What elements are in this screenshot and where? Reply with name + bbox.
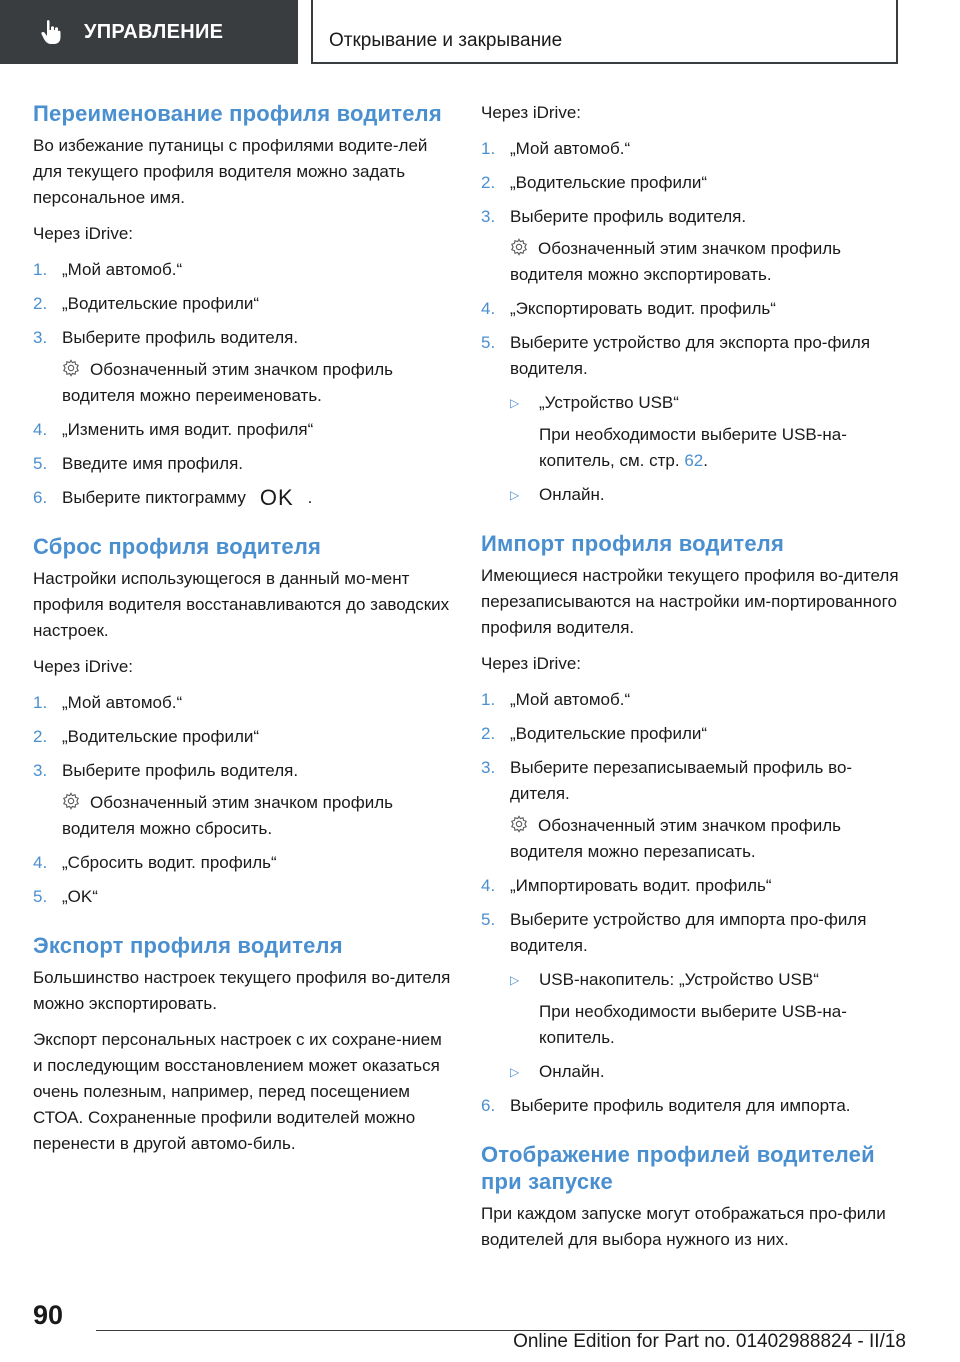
list-item: 6. Выберите профиль водителя для импорта. [481, 1096, 851, 1115]
sub-note: При необходимости выберите USB-на-копитель, см. стр. 62. [539, 425, 847, 470]
list-item: 3. Выберите профиль водителя. [481, 207, 747, 226]
list-item: 1. „Мой автомоб.“ [33, 693, 183, 712]
import-intro: Имеющиеся настройки текущего профиля во-дителя перезаписываются на настройки им-портированного профиля водителя. [481, 566, 899, 637]
rename-steps [33, 257, 451, 511]
list-item: 3. Выберите профиль водителя. [33, 761, 299, 780]
heading-export: Экспорт профиля водителя [33, 933, 343, 958]
import-via: Через iDrive: [481, 654, 582, 673]
triangle-bullet-icon: ▷ [510, 396, 520, 410]
display-intro: При каждом запуске могут отображаться про-фили водителей для выбора нужного из них. [481, 1204, 886, 1249]
list-item: 5. „OK“ [33, 887, 98, 906]
section-tab [0, 0, 298, 64]
list-item: 5. Введите имя профиля. [33, 454, 244, 473]
export-p1: Большинство настроек текущего профиля во-дителя можно экспортировать. [33, 968, 451, 1013]
rename-intro: Во избежание путаницы с профилями водите-лей для текущего профиля водителя можно задать персональное имя. [33, 136, 428, 207]
list-item: 5. Выберите устройство для экспорта про-филя водителя. [481, 333, 871, 378]
page-header [0, 0, 960, 66]
rename-note: Обозначенный этим значком профиль водителя можно переименовать. [62, 360, 393, 405]
list-item: 5. Выберите устройство для импорта про-филя водителя. [481, 910, 867, 955]
gear-icon [510, 238, 528, 256]
chapter-title: Открывание и закрывание [329, 30, 563, 51]
heading-rename: Переименование профиля водителя [33, 101, 442, 126]
sub-item: ▷ Онлайн. [481, 1059, 899, 1085]
list-item: 4. „Сбросить водит. профиль“ [33, 853, 277, 872]
list-item: 2. „Водительские профили“ [33, 294, 260, 313]
reset-note: Обозначенный этим значком профиль водителя можно сбросить. [62, 793, 393, 838]
heading-display: Отображение профилей водителей при запуске [481, 1142, 875, 1194]
import-steps [481, 687, 899, 1119]
page-number: 90 [33, 1300, 64, 1330]
left-column [33, 100, 451, 1167]
reset-steps [33, 690, 451, 910]
list-item: 1. „Мой автомоб.“ [33, 260, 183, 279]
sub-item: ▷ USB-накопитель: „Устройство USB“ [481, 967, 899, 993]
list-item: 1. „Мой автомоб.“ [481, 690, 631, 709]
sub-item: ▷ „Устройство USB“ [481, 390, 899, 416]
triangle-bullet-icon: ▷ [510, 973, 520, 987]
hand-icon [40, 19, 62, 45]
reset-via: Через iDrive: [33, 657, 134, 676]
triangle-bullet-icon: ▷ [510, 1065, 520, 1079]
list-item: 2. „Водительские профили“ [481, 724, 708, 743]
ok-symbol: OK [259, 485, 294, 510]
chapter-box [311, 0, 898, 64]
reset-intro: Настройки использующегося в данный мо-мент профиля водителя восстанавливаются до заводских настроек. [33, 569, 450, 640]
heading-reset: Сброс профиля водителя [33, 534, 322, 559]
section-title: УПРАВЛЕНИЕ [84, 20, 224, 43]
rename-via: Через iDrive: [33, 224, 134, 243]
gear-icon [510, 815, 528, 833]
edition-note: Online Edition for Part no. 01402988824 - II/18 [513, 1331, 906, 1352]
triangle-bullet-icon: ▷ [510, 488, 520, 502]
right-column [481, 100, 899, 1263]
list-item: 2. „Водительские профили“ [481, 173, 708, 192]
gear-icon [62, 359, 80, 377]
list-item: 4. „Экспортировать водит. профиль“ [481, 299, 776, 318]
import-note: Обозначенный этим значком профиль водителя можно перезаписать. [510, 816, 841, 861]
list-item: 1. „Мой автомоб.“ [481, 139, 631, 158]
list-item: 2. „Водительские профили“ [33, 727, 260, 746]
list-item: 3. Выберите перезаписываемый профиль во-дителя. [481, 758, 853, 803]
export-p2: Экспорт персональных настроек с их сохране-нием и последующим восстановлением может оказаться очень полезным, например, перед посещением СТОА. Сохраненные профили водителей можно перенести в другой автомо-биль. [33, 1030, 442, 1153]
page-link[interactable]: 62 [684, 451, 704, 470]
list-item: 6. Выберите пиктограмму OK . [33, 485, 313, 510]
heading-import: Импорт профиля водителя [481, 531, 785, 556]
gear-icon [62, 792, 80, 810]
export-note: Обозначенный этим значком профиль водителя можно экспортировать. [510, 239, 841, 284]
list-item: 3. Выберите профиль водителя. [33, 328, 299, 347]
export-via: Через iDrive: [481, 103, 582, 122]
list-item: 4. „Изменить имя водит. профиля“ [33, 420, 314, 439]
sub-note: При необходимости выберите USB-на-копитель. [539, 1002, 847, 1047]
list-item: 4. „Импортировать водит. профиль“ [481, 876, 772, 895]
sub-item: ▷ Онлайн. [481, 482, 899, 508]
export-steps [481, 136, 899, 508]
